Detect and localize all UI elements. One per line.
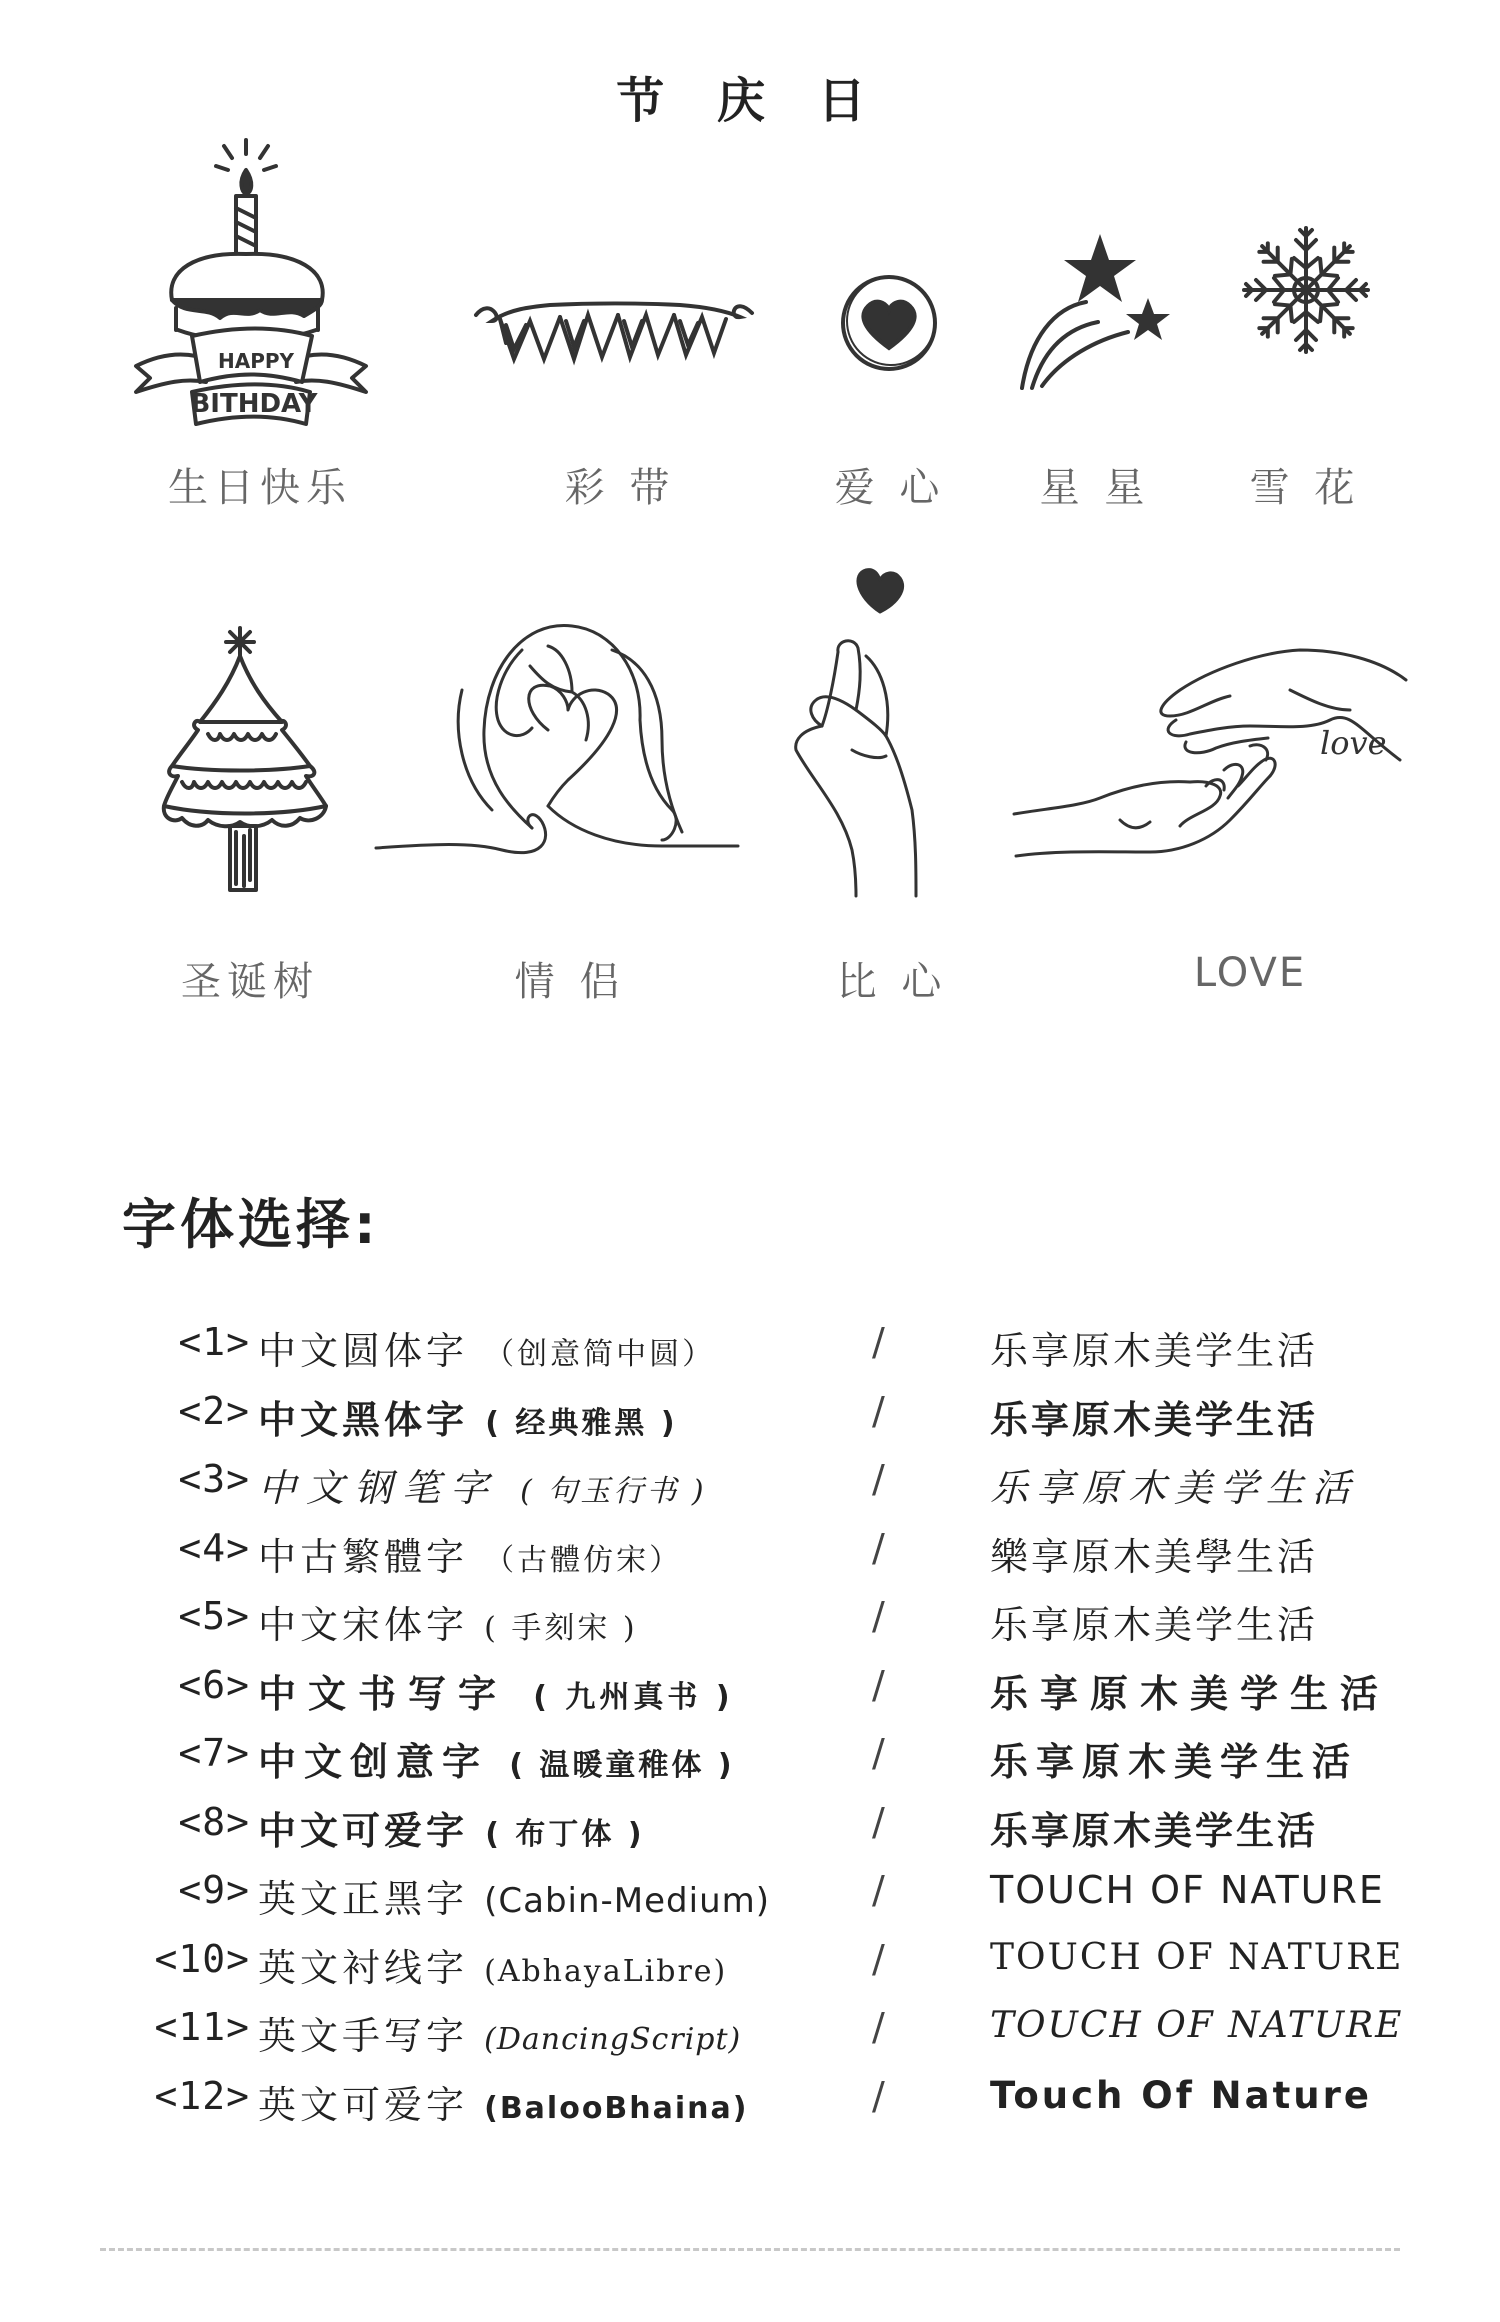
font-sample: Touch Of Nature: [990, 2073, 1372, 2117]
font-option-number: <6>: [178, 1662, 250, 1707]
label-christmas-tree: 圣诞树: [181, 959, 319, 1005]
font-option-name: [258, 1320, 715, 1375]
font-option-name: [258, 1731, 735, 1786]
love-script-text: love: [1320, 724, 1387, 762]
font-detail: (Cabin-Medium): [484, 1881, 771, 1921]
font-option-row[interactable]: [130, 1594, 1410, 1663]
font-option-name: [258, 1389, 678, 1444]
label-love: LOVE: [1193, 950, 1307, 996]
font-name: 中文圆体字: [258, 1329, 469, 1373]
page-title: 节 庆 日: [616, 73, 884, 129]
font-detail: ( 温暖童稚体 ): [509, 1748, 735, 1783]
font-name: 英文衬线字: [258, 1945, 469, 1990]
snowflake-icon: [1236, 220, 1376, 360]
font-option-name: [258, 1868, 770, 1923]
font-option-number: <9>: [178, 1868, 250, 1912]
font-option-name: [258, 1663, 734, 1718]
font-option-row[interactable]: [130, 1937, 1410, 2006]
font-option-row[interactable]: [130, 1800, 1410, 1869]
font-detail: ( 句玉行书 ): [520, 1474, 707, 1509]
font-option-number: <8>: [178, 1799, 250, 1844]
separator-slash: /: [872, 1320, 885, 1364]
font-option-name: [258, 2074, 749, 2129]
bunting-icon: [470, 285, 760, 395]
font-option-number: <12>: [154, 2073, 250, 2118]
stars-icon: [1010, 228, 1180, 398]
font-name: 英文手写字: [258, 2014, 469, 2058]
font-name: 英文可爱字: [258, 2082, 469, 2127]
separator-slash: /: [872, 2073, 885, 2118]
couple-icon: [372, 610, 742, 870]
font-option-row[interactable]: [130, 1457, 1410, 1526]
font-name: 中古繁體字: [258, 1534, 469, 1579]
font-option-number: <7>: [178, 1731, 250, 1775]
font-option-name: [258, 1526, 682, 1581]
font-detail: (DancingScript): [484, 2022, 742, 2057]
font-option-row[interactable]: [130, 2005, 1410, 2074]
font-detail: (AbhayaLibre): [484, 1953, 728, 1989]
font-sample: 乐享原木美学生活: [990, 1740, 1359, 1784]
font-option-name: [258, 1937, 727, 1992]
label-snowflake: 雪 花: [1249, 465, 1361, 511]
font-option-number: <10>: [154, 1936, 250, 1981]
font-detail: ( 手刻宋 ): [484, 1611, 638, 1646]
separator-slash: /: [872, 2005, 885, 2049]
separator-slash: /: [872, 1936, 885, 1981]
font-sample: 乐享原木美学生活: [990, 1397, 1319, 1442]
font-sample: 乐享原木美学生活: [990, 1671, 1391, 1716]
font-list: [130, 1320, 1410, 2142]
font-option-row[interactable]: [130, 1731, 1410, 1800]
font-name: 中文钢笔字: [258, 1466, 499, 1510]
font-detail: ( 经典雅黑 ): [485, 1405, 678, 1441]
font-option-row[interactable]: [130, 1320, 1410, 1389]
font-option-row[interactable]: [130, 1868, 1410, 1937]
finger-heart-icon: [782, 560, 952, 900]
heart-icon: [834, 268, 944, 378]
label-finger-heart: 比 心: [836, 959, 948, 1005]
font-option-number: <1>: [178, 1320, 250, 1364]
font-option-number: <3>: [178, 1457, 250, 1501]
font-name: 中文创意字: [258, 1740, 489, 1784]
font-name: 中文黑体字: [258, 1397, 469, 1442]
separator-slash: /: [872, 1662, 885, 1707]
font-sample: 乐享原木美学生活: [990, 1808, 1319, 1853]
font-option-number: <5>: [178, 1594, 250, 1638]
font-detail: ( 九州真书 ): [533, 1679, 734, 1715]
font-option-name: [258, 1800, 645, 1855]
font-sample: 乐享原木美学生活: [990, 1466, 1359, 1510]
font-sample: 乐享原木美学生活: [990, 1603, 1319, 1647]
christmas-tree-icon: [160, 622, 340, 902]
cake-text-birthday: BITHDAY: [190, 389, 318, 419]
separator-slash: /: [872, 1731, 885, 1775]
font-sample: TOUCH OF NATURE: [990, 2005, 1404, 2046]
font-option-name: [258, 2005, 741, 2060]
separator-slash: /: [872, 1457, 885, 1501]
label-heart: 爱 心: [834, 465, 946, 511]
font-option-number: <4>: [178, 1525, 250, 1570]
separator-slash: /: [872, 1388, 885, 1433]
separator-slash: /: [872, 1868, 885, 1912]
font-detail: （古體仿宋）: [484, 1542, 683, 1578]
label-birthday: 生日快乐: [168, 465, 352, 511]
font-option-row[interactable]: [130, 2074, 1410, 2143]
holding-hands-icon: [1010, 630, 1410, 870]
font-name: 中文可爱字: [258, 1808, 469, 1853]
font-option-row[interactable]: [130, 1663, 1410, 1732]
font-option-number: <11>: [154, 2005, 250, 2049]
separator-slash: /: [872, 1799, 885, 1844]
font-option-row[interactable]: [130, 1389, 1410, 1458]
font-section-title: 字体选择:: [122, 1193, 380, 1256]
label-stars: 星 星: [1039, 465, 1151, 511]
font-name: 中文书写字: [258, 1671, 509, 1716]
label-bunting: 彩 带: [564, 465, 676, 511]
label-couple: 情 侣: [514, 959, 626, 1005]
font-name: 中文宋体字: [258, 1603, 469, 1647]
font-option-number: <2>: [178, 1388, 250, 1433]
font-sample: 樂享原木美學生活: [990, 1534, 1319, 1579]
font-sample: 乐享原木美学生活: [990, 1329, 1319, 1373]
font-detail: (BalooBhaina): [484, 2090, 749, 2126]
font-option-name: [258, 1457, 707, 1512]
font-sample: TOUCH OF NATURE: [990, 1868, 1385, 1912]
font-option-name: [258, 1594, 638, 1649]
dashed-divider: [100, 2248, 1400, 2251]
font-name: 英文正黑字: [258, 1877, 469, 1921]
birthday-cake-icon: [96, 130, 406, 440]
separator-slash: /: [872, 1525, 885, 1570]
font-detail: ( 布丁体 ): [485, 1816, 645, 1852]
separator-slash: /: [872, 1594, 885, 1638]
font-sample: TOUCH OF NATURE: [990, 1936, 1404, 1978]
cake-text-happy: HAPPY: [217, 349, 295, 373]
font-detail: （创意简中圆）: [484, 1337, 716, 1372]
font-option-row[interactable]: [130, 1526, 1410, 1595]
